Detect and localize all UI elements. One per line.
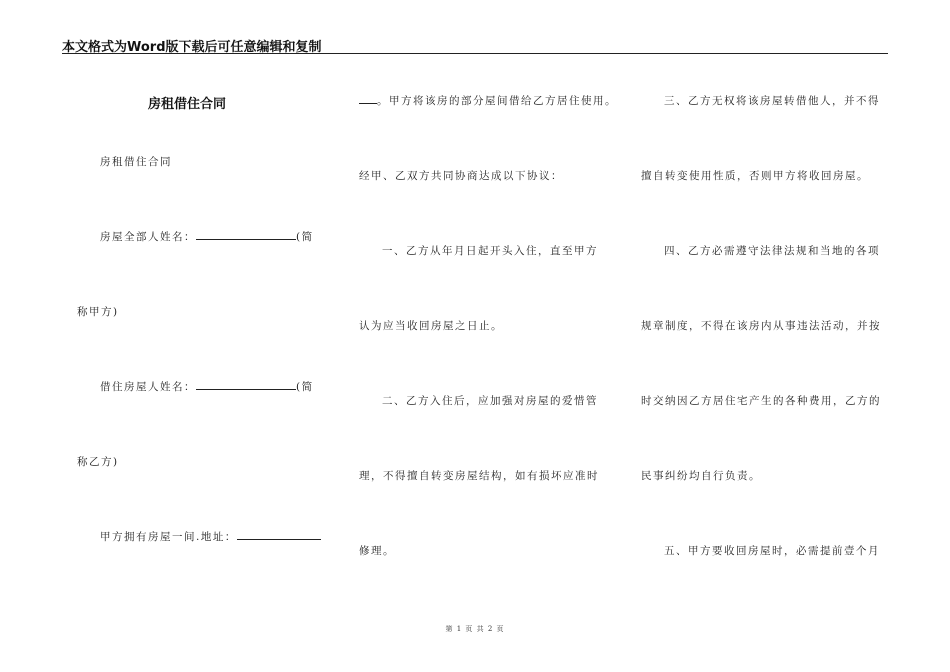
room-count-blank <box>359 94 377 104</box>
header-text: 本文格式为Word版下载后可任意编辑和复制 <box>62 40 322 55</box>
right-line-1: 三、乙方无权将该房屋转借他人，并不得 <box>664 95 880 107</box>
left-line-owner-abbrev: 称甲方) <box>77 306 119 318</box>
borrower-name-label: 借住房屋人姓名： <box>100 381 196 393</box>
left-line-address <box>100 529 321 544</box>
right-line-7: 五、甲方要收回房屋时，必需提前壹个月 <box>664 545 880 557</box>
left-line-borrower-abbrev: 称乙方) <box>77 456 119 468</box>
middle-line-7: 修理。 <box>359 545 395 557</box>
middle-line-1 <box>359 93 617 108</box>
middle-line-1-text: 。甲方将该房的部分屋间借给乙方居住使用。 <box>377 95 617 107</box>
right-line-3: 四、乙方必需遵守法律法规和当地的各项 <box>664 245 880 257</box>
right-line-2: 擅自转变使用性质，否则甲方将收回房屋。 <box>641 170 869 182</box>
address-label: 甲方拥有房屋一间.地址： <box>100 531 237 543</box>
borrower-abbrev-open: (简 <box>296 381 314 393</box>
middle-line-6: 理，不得擅自转变房屋结构，如有损坏应准时 <box>359 470 599 482</box>
page-header <box>62 36 888 54</box>
address-blank <box>237 530 321 540</box>
document-title: 房租借住合同 <box>148 97 227 112</box>
right-line-4: 规章制度，不得在该房内从事违法活动，并按 <box>641 320 881 332</box>
page-number: 第 1 页 共 2 页 <box>445 625 505 633</box>
middle-line-3: 一、乙方从年月日起开头入住，直至甲方 <box>382 245 598 257</box>
middle-line-4: 认为应当收回房屋之日止。 <box>359 320 503 332</box>
left-line-borrower-name <box>100 379 314 394</box>
owner-abbrev-open: (简 <box>296 231 314 243</box>
right-line-5: 时交纳因乙方居住宅产生的各种费用，乙方的 <box>641 395 881 407</box>
borrower-name-blank <box>196 380 296 390</box>
right-line-6: 民事纠纷均自行负责。 <box>641 470 761 482</box>
left-line-contract-name: 房租借住合同 <box>100 156 172 168</box>
middle-line-5: 二、乙方入住后，应加强对房屋的爱惜管 <box>382 395 598 407</box>
owner-name-blank <box>196 230 296 240</box>
owner-name-label: 房屋全部人姓名： <box>100 231 196 243</box>
middle-line-2: 经甲、乙双方共同协商达成以下协议： <box>359 170 563 182</box>
left-line-owner-name <box>100 229 314 244</box>
